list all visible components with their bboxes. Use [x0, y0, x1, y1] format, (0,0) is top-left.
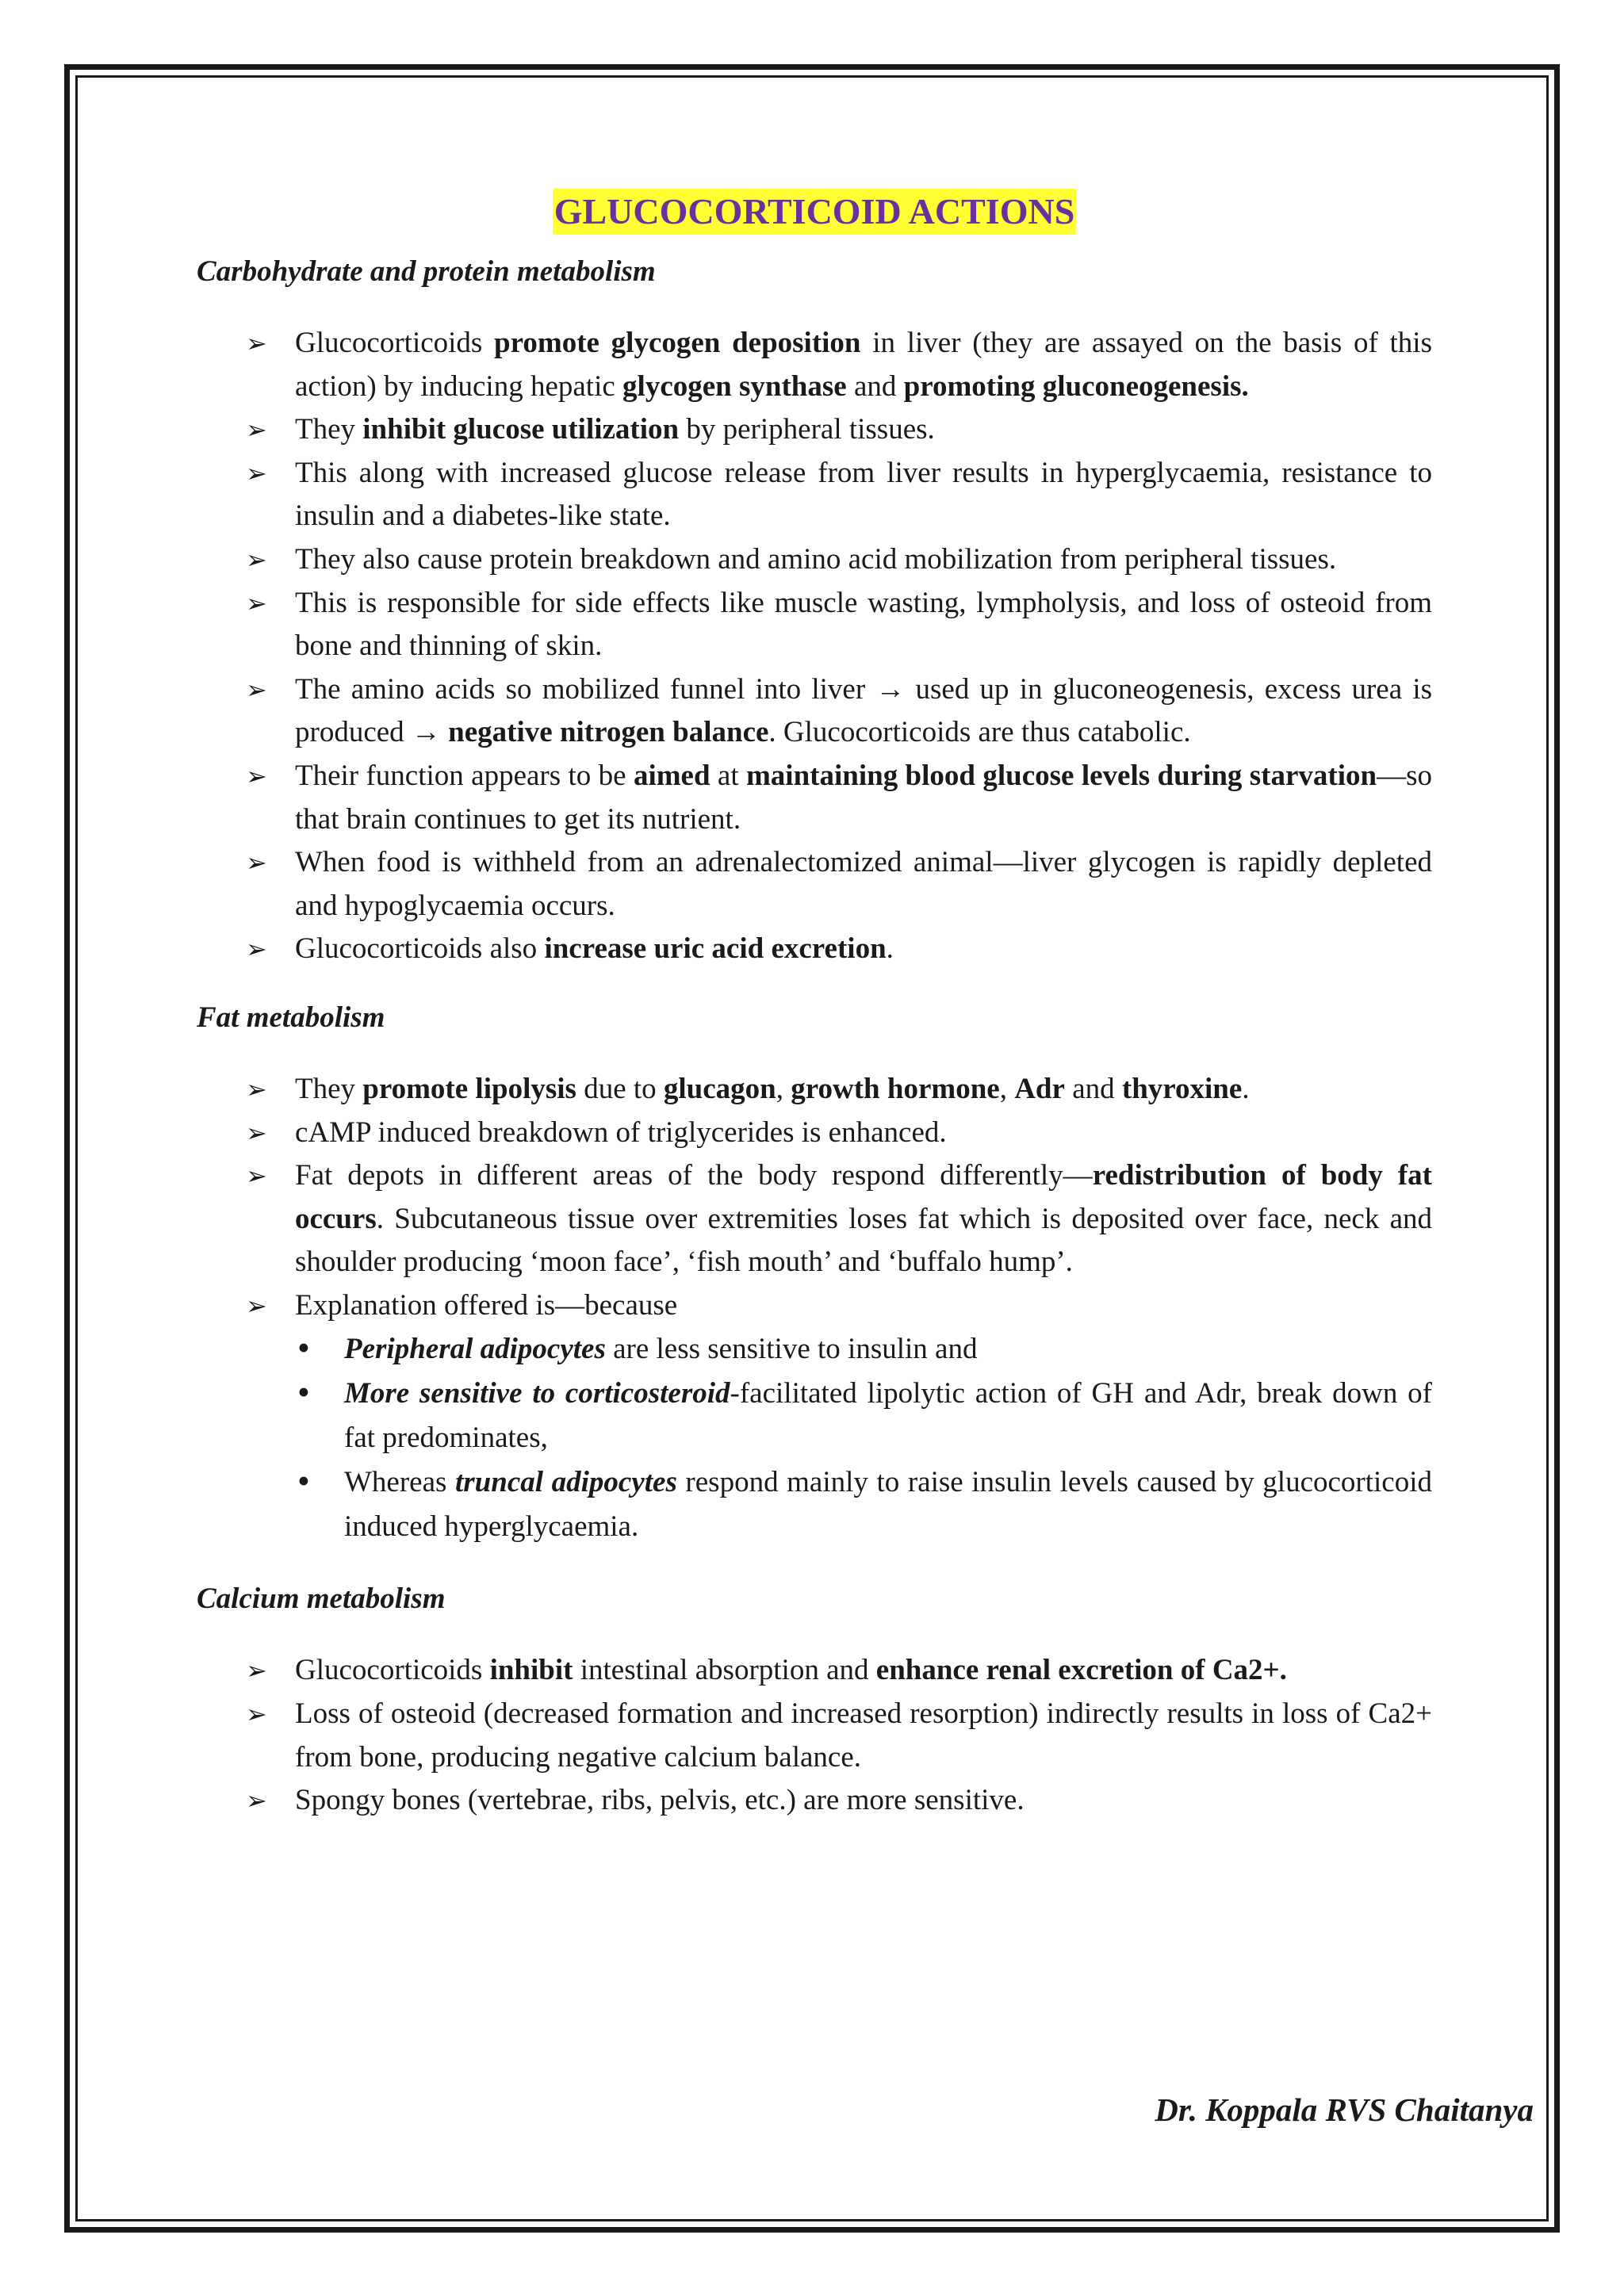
dot-bullet-icon: • [295, 1465, 312, 1500]
dot-bullet-icon: • [295, 1332, 312, 1367]
list-item: ➢ This along with increased glucose release from liver results in hyperglycaemia, resistance to insulin and a diabetes-like state. [197, 452, 1432, 538]
explanation-sublist [295, 1327, 1432, 1549]
sublist-item: • More sensitive to corticosteroid-facilitated lipolytic action of GH and Adr, break down of fat predominates, [295, 1372, 1432, 1460]
arrow-bullet-icon: ➢ [246, 1117, 267, 1148]
arrow-bullet-icon: ➢ [246, 934, 267, 965]
arrow-bullet-icon: ➢ [246, 457, 267, 488]
list-item: ➢ When food is withheld from an adrenalectomized animal—liver glycogen is rapidly depleted and hypoglycaemia occurs. [197, 841, 1432, 928]
arrow-bullet-icon: ➢ [246, 674, 267, 705]
list-item: ➢ Glucocorticoids inhibit intestinal absorption and enhance renal excretion of Ca2+. [197, 1649, 1432, 1693]
page-title: GLUCOCORTICOID ACTIONS [553, 189, 1077, 235]
list-item: ➢ Loss of osteoid (decreased formation and increased resorption) indirectly results in loss of Ca2+ from bone, producing negative calcium balance. [197, 1693, 1432, 1779]
arrow-bullet-icon: ➢ [246, 1073, 267, 1104]
arrow-bullet-icon: ➢ [246, 760, 267, 791]
section-heading-calcium: Calcium metabolism [197, 1582, 446, 1616]
arrow-bullet-icon: ➢ [246, 848, 267, 878]
arrow-bullet-icon: ➢ [246, 1655, 267, 1686]
sublist-item: • Whereas truncal adipocytes respond mainly to raise insulin levels caused by glucocorticoid induced hyperglycaemia. [295, 1460, 1432, 1549]
list-item: ➢ Their function appears to be aimed at maintaining blood glucose levels during starvation—so that brain continues to get its nutrient. [197, 755, 1432, 841]
arrow-bullet-icon: ➢ [246, 544, 267, 575]
list-item: ➢ Fat depots in different areas of the body respond differently—redistribution of body fat occurs. Subcutaneous tissue over extremities loses fat which is deposited over face, neck and shoulder producing ‘moon face’, ‘fish mouth’ and ‘buffalo hump’. [197, 1154, 1432, 1284]
author-signature: Dr. Koppala RVS Chaitanya [1155, 2091, 1534, 2128]
list-item: ➢ Glucocorticoids promote glycogen deposition in liver (they are assayed on the basis of this action) by inducing hepatic glycogen synthase and promoting gluconeogenesis. [197, 322, 1432, 408]
list-item: ➢ cAMP induced breakdown of triglycerides is enhanced. [197, 1112, 1432, 1155]
arrow-bullet-icon: ➢ [246, 1785, 267, 1816]
list-item: ➢ This is responsible for side effects like muscle wasting, lympholysis, and loss of osteoid from bone and thinning of skin. [197, 582, 1432, 668]
sublist-item: • Peripheral adipocytes are less sensitive to insulin and [295, 1327, 1432, 1372]
arrow-bullet-icon: ➢ [246, 1290, 267, 1321]
list-item: ➢ Spongy bones (vertebrae, ribs, pelvis, etc.) are more sensitive. [197, 1779, 1432, 1823]
list-item: ➢ They promote lipolysis due to glucagon, growth hormone, Adr and thyroxine. [197, 1068, 1432, 1112]
list-item: ➢ Glucocorticoids also increase uric acid excretion. [197, 928, 1432, 971]
list-item: ➢ Explanation offered is—because • Peripheral adipocytes are less sensitive to insulin and • More sensitive to corticosteroid-facilitated lipolytic action of GH and Adr, break down of fat predominates, • Whereas truncal adipocytes respond mainly to raise insulin levels caused by glucocorticoid induced hyperglycaemia. [197, 1284, 1432, 1550]
list-item: ➢ The amino acids so mobilized funnel into liver → used up in gluconeogenesis, excess urea is produced → negative nitrogen balance. Glucocorticoids are thus catabolic. [197, 668, 1432, 755]
carbohydrate-list [197, 322, 1432, 971]
document-body [197, 189, 1432, 1823]
section-heading-carbohydrate: Carbohydrate and protein metabolism [197, 255, 656, 288]
list-item: ➢ They also cause protein breakdown and amino acid mobilization from peripheral tissues. [197, 538, 1432, 582]
arrow-bullet-icon: ➢ [246, 1161, 267, 1192]
arrow-bullet-icon: ➢ [246, 328, 267, 358]
arrow-bullet-icon: ➢ [246, 587, 267, 618]
section-heading-fat: Fat metabolism [197, 1001, 385, 1034]
title-row [197, 189, 1432, 235]
fat-list [197, 1068, 1432, 1550]
arrow-bullet-icon: ➢ [246, 1699, 267, 1730]
dot-bullet-icon: • [295, 1376, 312, 1411]
list-item: ➢ They inhibit glucose utilization by peripheral tissues. [197, 408, 1432, 452]
arrow-bullet-icon: ➢ [246, 415, 267, 446]
calcium-list [197, 1649, 1432, 1822]
